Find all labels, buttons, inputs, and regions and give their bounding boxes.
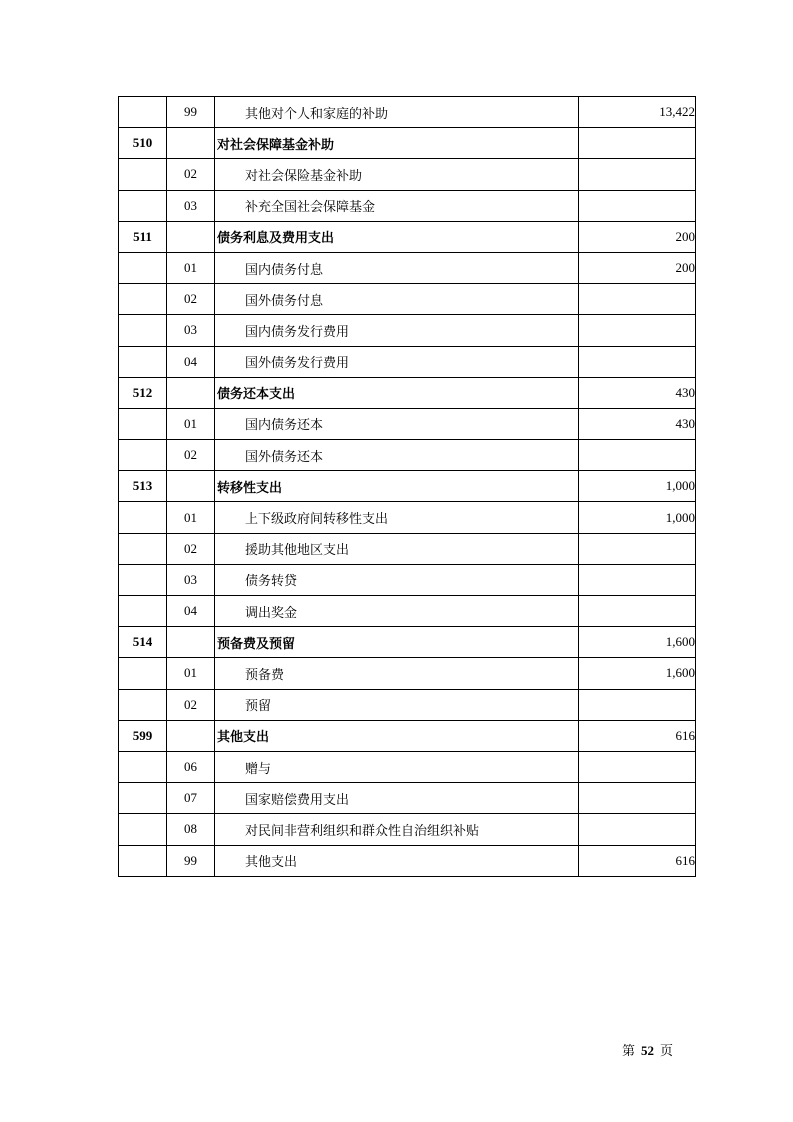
amount-cell <box>579 783 696 814</box>
item-code-cell: 03 <box>167 564 215 595</box>
item-name-cell: 对社会保险基金补助 <box>215 159 579 190</box>
amount-cell: 1,000 <box>579 502 696 533</box>
item-name-cell: 债务利息及费用支出 <box>215 221 579 252</box>
amount-cell: 616 <box>579 720 696 751</box>
class-code-cell <box>119 252 167 283</box>
item-name-cell: 援助其他地区支出 <box>215 533 579 564</box>
item-name-cell: 补充全国社会保障基金 <box>215 190 579 221</box>
item-code-cell: 02 <box>167 533 215 564</box>
class-code-cell <box>119 564 167 595</box>
item-code-cell: 04 <box>167 346 215 377</box>
item-code-cell: 07 <box>167 783 215 814</box>
item-code-cell <box>167 128 215 159</box>
amount-cell: 430 <box>579 377 696 408</box>
class-code-cell <box>119 783 167 814</box>
item-name-cell: 其他支出 <box>215 720 579 751</box>
item-name-cell: 其他对个人和家庭的补助 <box>215 97 579 128</box>
class-code-cell <box>119 751 167 782</box>
category-row <box>119 128 696 159</box>
table-row <box>119 159 696 190</box>
item-name-cell: 预备费 <box>215 658 579 689</box>
class-code-cell <box>119 284 167 315</box>
item-name-cell: 国家赔偿费用支出 <box>215 783 579 814</box>
table-row <box>119 502 696 533</box>
item-code-cell: 01 <box>167 252 215 283</box>
table-row <box>119 284 696 315</box>
amount-cell <box>579 159 696 190</box>
item-name-cell: 国外债务还本 <box>215 440 579 471</box>
page-number-value: 52 <box>641 1043 655 1058</box>
amount-cell: 616 <box>579 845 696 876</box>
table-row <box>119 315 696 346</box>
table-row <box>119 97 696 128</box>
category-row <box>119 471 696 502</box>
class-code-cell <box>119 408 167 439</box>
table-row <box>119 814 696 845</box>
amount-cell <box>579 564 696 595</box>
item-name-cell: 对社会保障基金补助 <box>215 128 579 159</box>
item-code-cell: 06 <box>167 751 215 782</box>
item-code-cell: 01 <box>167 502 215 533</box>
item-code-cell: 99 <box>167 97 215 128</box>
table-row <box>119 658 696 689</box>
class-code-cell <box>119 346 167 377</box>
item-name-cell: 预留 <box>215 689 579 720</box>
category-row <box>119 720 696 751</box>
class-code-cell <box>119 97 167 128</box>
amount-cell <box>579 190 696 221</box>
item-code-cell: 04 <box>167 596 215 627</box>
item-code-cell: 02 <box>167 689 215 720</box>
table-row <box>119 596 696 627</box>
class-code-cell <box>119 440 167 471</box>
table-row <box>119 346 696 377</box>
page-prefix: 第 <box>622 1044 636 1059</box>
table-row <box>119 440 696 471</box>
amount-cell: 13,422 <box>579 97 696 128</box>
table-row <box>119 689 696 720</box>
class-code-cell <box>119 315 167 346</box>
class-code-cell <box>119 533 167 564</box>
table-row <box>119 845 696 876</box>
item-name-cell: 债务还本支出 <box>215 377 579 408</box>
amount-cell <box>579 284 696 315</box>
amount-cell <box>579 315 696 346</box>
item-code-cell: 03 <box>167 190 215 221</box>
amount-cell <box>579 596 696 627</box>
item-name-cell: 国外债务发行费用 <box>215 346 579 377</box>
class-code-cell: 513 <box>119 471 167 502</box>
class-code-cell <box>119 159 167 190</box>
item-code-cell: 01 <box>167 408 215 439</box>
class-code-cell <box>119 658 167 689</box>
table-row <box>119 751 696 782</box>
budget-table-body <box>119 97 696 877</box>
class-code-cell <box>119 502 167 533</box>
item-code-cell: 02 <box>167 284 215 315</box>
item-code-cell: 01 <box>167 658 215 689</box>
amount-cell <box>579 533 696 564</box>
table-row <box>119 252 696 283</box>
item-name-cell: 国内债务付息 <box>215 252 579 283</box>
item-name-cell: 预备费及预留 <box>215 627 579 658</box>
item-name-cell: 上下级政府间转移性支出 <box>215 502 579 533</box>
page-suffix: 页 <box>660 1044 674 1059</box>
item-name-cell: 国内债务还本 <box>215 408 579 439</box>
amount-cell: 200 <box>579 252 696 283</box>
item-name-cell: 其他支出 <box>215 845 579 876</box>
amount-cell: 1,600 <box>579 627 696 658</box>
table-row <box>119 408 696 439</box>
amount-cell: 430 <box>579 408 696 439</box>
amount-cell <box>579 751 696 782</box>
amount-cell <box>579 689 696 720</box>
class-code-cell <box>119 190 167 221</box>
item-code-cell <box>167 221 215 252</box>
item-name-cell: 调出奖金 <box>215 596 579 627</box>
amount-cell <box>579 814 696 845</box>
item-name-cell: 债务转贷 <box>215 564 579 595</box>
category-row <box>119 221 696 252</box>
item-name-cell: 国内债务发行费用 <box>215 315 579 346</box>
page-number <box>622 1040 673 1059</box>
amount-cell: 200 <box>579 221 696 252</box>
item-code-cell: 02 <box>167 159 215 190</box>
amount-cell: 1,600 <box>579 658 696 689</box>
item-code-cell: 03 <box>167 315 215 346</box>
class-code-cell: 514 <box>119 627 167 658</box>
item-code-cell: 08 <box>167 814 215 845</box>
item-code-cell <box>167 377 215 408</box>
class-code-cell <box>119 845 167 876</box>
amount-cell <box>579 346 696 377</box>
table-row <box>119 533 696 564</box>
item-name-cell: 赠与 <box>215 751 579 782</box>
amount-cell <box>579 128 696 159</box>
table-row <box>119 190 696 221</box>
category-row <box>119 377 696 408</box>
class-code-cell <box>119 689 167 720</box>
item-code-cell: 02 <box>167 440 215 471</box>
budget-table <box>118 96 696 877</box>
table-row <box>119 564 696 595</box>
category-row <box>119 627 696 658</box>
item-name-cell: 转移性支出 <box>215 471 579 502</box>
item-name-cell: 国外债务付息 <box>215 284 579 315</box>
class-code-cell: 511 <box>119 221 167 252</box>
amount-cell <box>579 440 696 471</box>
class-code-cell <box>119 814 167 845</box>
item-name-cell: 对民间非营利组织和群众性自治组织补贴 <box>215 814 579 845</box>
amount-cell: 1,000 <box>579 471 696 502</box>
table-row <box>119 783 696 814</box>
item-code-cell: 99 <box>167 845 215 876</box>
class-code-cell: 510 <box>119 128 167 159</box>
item-code-cell <box>167 720 215 751</box>
item-code-cell <box>167 471 215 502</box>
class-code-cell: 599 <box>119 720 167 751</box>
class-code-cell <box>119 596 167 627</box>
item-code-cell <box>167 627 215 658</box>
class-code-cell: 512 <box>119 377 167 408</box>
